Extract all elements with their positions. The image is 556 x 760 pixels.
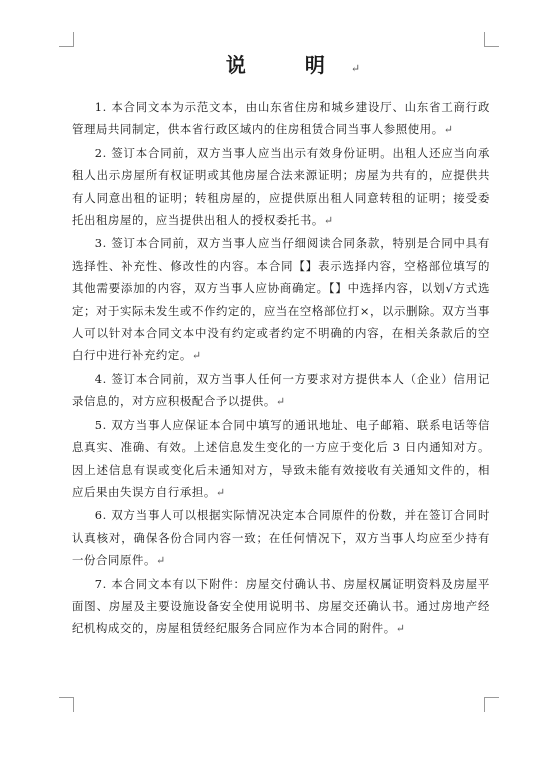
paragraph-mark-icon: ↵ <box>215 485 226 499</box>
paragraph-text: 2. 签订本合同前，双方当事人应当出示有效身份证明。出租人还应当向承租人出示房屋所有权证明或其他房屋合法来源证明；房屋为共有的，应提供共有人同意出租的证明；转租房屋的，应提供原出租人同意转租的证明；接受委托出租房屋的，应当提供出租人的授权委托书。 <box>72 145 490 228</box>
page-corner-mark-top-left <box>59 32 74 47</box>
paragraph-text: 1. 本合同文本为示范文本，由山东省住房和城乡建设厅、山东省工商行政管理局共同制定，供本省行政区域内的住房租赁合同当事人参照使用。 <box>72 100 490 137</box>
paragraph-text: 5. 双方当事人应保证本合同中填写的通讯地址、电子邮箱、联系电话等信息真实、准确、有效。上述信息发生变化的一方应于变化后 3 日内通知对方。因上述信息有误或变化后未通知对方，导致未能有效接收有关通知文件的，相应后果由失误方自行承担。 <box>72 417 490 499</box>
paragraph-6 <box>72 504 490 572</box>
document-body <box>72 96 490 641</box>
paragraph-text: 3. 签订本合同前，双方当事人应当仔细阅读合同条款，特别是合同中具有选择性、补充性、修改性的内容。本合同【】表示选择内容，空格部位填写的其他需要添加的内容，双方当事人应协商确定。【】中选择内容，以划√方式选定；对于实际未发生或不作约定的，应当在空格部位打×，以示删除。双方当事人可以针对本合同文本中没有约定或者约定不明确的内容，在相关条款后的空白行中进行补充约定。 <box>72 236 490 363</box>
paragraph-mark-icon: ↵ <box>191 349 202 363</box>
page-corner-mark-top-right <box>484 32 499 47</box>
paragraph-mark-icon: ↵ <box>155 554 166 568</box>
page-title <box>0 49 556 78</box>
paragraph-3 <box>72 232 490 367</box>
paragraph-mark-icon: ↵ <box>395 622 405 636</box>
page-corner-mark-bottom-left <box>59 697 74 712</box>
paragraph-text: 7. 本合同文本有以下附件：房屋交付确认书、房屋权属证明资料及房屋平面图、房屋及主要设施设备安全使用说明书、房屋交还确认书。通过房地产经纪机构成交的，房屋租赁经纪服务合同应作为本合同的附件。 <box>72 576 490 636</box>
paragraph-2 <box>72 142 490 233</box>
paragraph-1 <box>72 96 490 142</box>
paragraph-4 <box>72 368 490 414</box>
paragraph-mark-icon: ↵ <box>443 123 453 137</box>
paragraph-text: 4. 签订本合同前，双方当事人任何一方要求对方提供本人（企业）信用记录信息的，对方应积极配合予以提供。 <box>72 371 490 409</box>
paragraph-7 <box>72 573 490 641</box>
paragraph-mark-icon: ↵ <box>323 214 334 228</box>
paragraph-text: 6. 双方当事人可以根据实际情况决定本合同原件的份数，并在签订合同时认真核对，确保各份合同内容一致；在任何情况下，双方当事人均应至少持有一份合同原件。 <box>72 508 490 568</box>
paragraph-mark-icon: ↵ <box>350 62 361 75</box>
paragraph-5 <box>72 414 490 505</box>
title-text: 说 明 <box>225 53 351 77</box>
page-corner-mark-bottom-right <box>484 697 499 712</box>
paragraph-mark-icon: ↵ <box>275 395 286 409</box>
